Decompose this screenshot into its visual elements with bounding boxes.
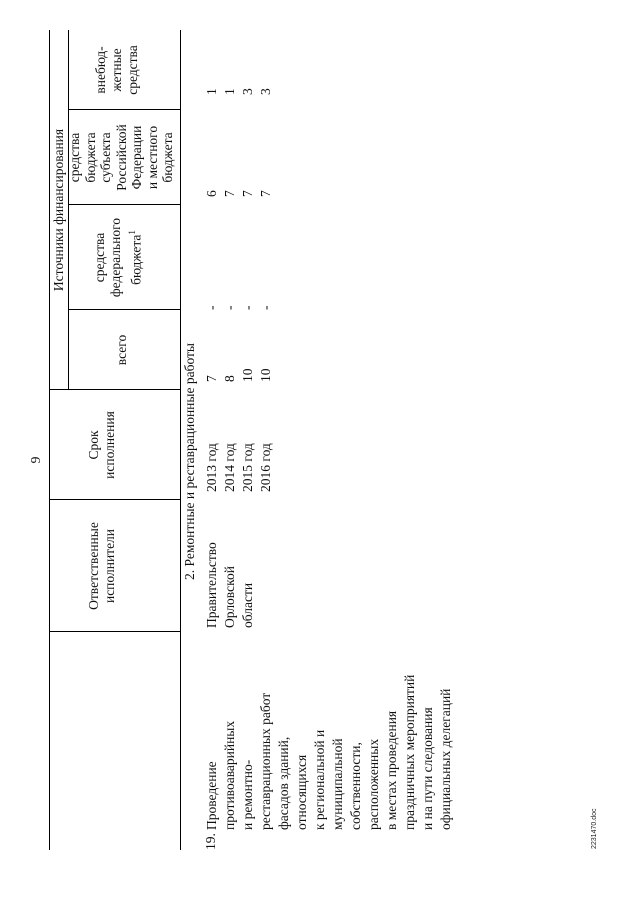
header-responsible: Ответственные исполнители xyxy=(86,522,117,610)
sources-header-divider xyxy=(68,30,69,390)
header-term: Срок исполнения xyxy=(86,411,117,479)
table-top-border xyxy=(49,30,50,850)
row-responsible: Правительство Орловской области xyxy=(204,542,255,628)
header-federal: средства федерального бюджета$^1$ xyxy=(92,217,144,298)
footnote-marker: 1 xyxy=(127,230,137,235)
row-regional: 6 7 7 7 xyxy=(204,190,273,197)
document-footer: 2231470.doc xyxy=(591,808,598,849)
document-page xyxy=(30,0,478,870)
row-description: Проведение противоаварийных и ремонтно- реставрационных работ фасадов зданий, относящихся к региональной и муниципальной собственности, расположенных в местах проведения праздничных мероприятий и на пути следования официальных делегаций xyxy=(204,674,453,830)
row-extrabudget: 1 1 3 3 xyxy=(204,88,273,95)
table-header-bottom-border xyxy=(180,30,181,850)
page-number: 9 xyxy=(28,456,43,464)
row-number: 19. xyxy=(203,833,218,850)
row-federal: - - - - xyxy=(204,305,273,310)
row-totals: 7 8 10 10 xyxy=(204,368,273,382)
header-total: всего xyxy=(114,334,129,366)
row-years: 2013 год 2014 год 2015 год 2016 год xyxy=(204,443,273,492)
section-title: 2. Ремонтные и реставрационные работы xyxy=(182,343,197,580)
header-sources: Источники финансирования xyxy=(51,128,66,292)
header-regional: средства бюджета субъекта Российской Федерации и местного бюджета xyxy=(67,124,175,191)
header-extrabudget: внебюд- жетные средства xyxy=(93,45,140,95)
